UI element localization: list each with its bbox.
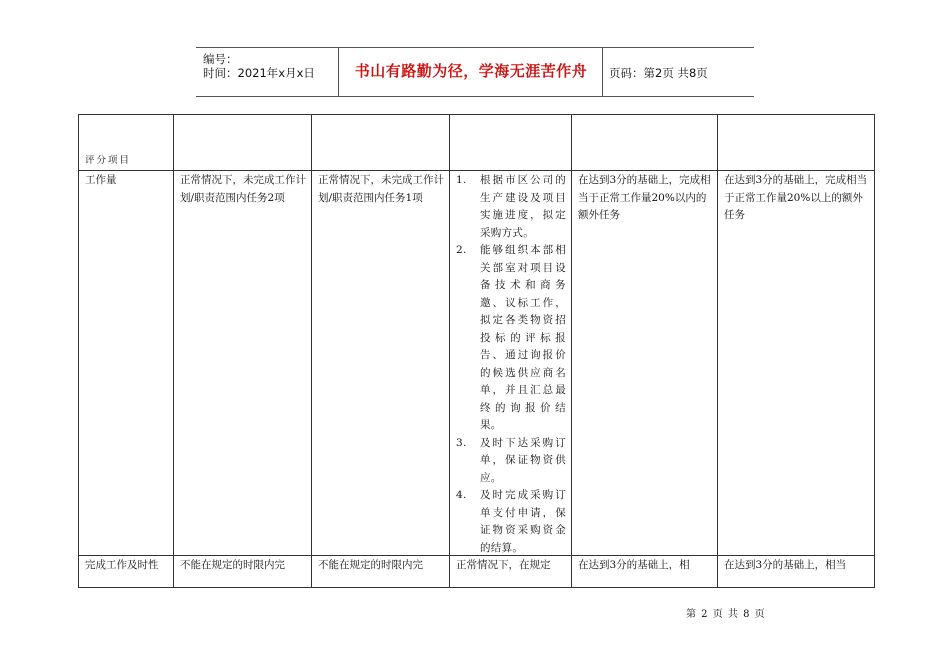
timeliness-score-4: 在达到3分的基础上，相 <box>578 559 690 571</box>
row-label-timeliness: 完成工作及时性 <box>85 559 159 571</box>
workload-score-2: 正常情况下，未完成工作计划/职责范围内任务1项 <box>318 174 444 204</box>
timeliness-score-5: 在达到3分的基础上，相当 <box>724 559 847 571</box>
header-divider-2 <box>602 47 603 96</box>
timeliness-score-2: 不能在规定的时限内完 <box>318 559 423 571</box>
timeliness-score-3: 正常情况下，在规定 <box>456 559 551 571</box>
evaluation-table <box>78 114 875 588</box>
workload-score-3-list <box>456 172 566 557</box>
col-divider <box>311 115 312 587</box>
header-divider-1 <box>338 47 339 96</box>
list-item-text: 根据市区公司的生产建设及项目实施进度，拟定采购方式。 <box>480 174 566 239</box>
col-divider <box>571 115 572 587</box>
header-top-rule <box>196 47 754 48</box>
list-item-text: 及时完成采购订单支付申请，保证物资采购资金的结算。 <box>480 489 566 554</box>
page-footer: 第 2 页 共 8 页 <box>686 609 766 620</box>
col-divider <box>717 115 718 587</box>
list-item <box>456 487 566 557</box>
list-item-number: 4. <box>456 489 467 501</box>
header-meta <box>203 52 315 80</box>
doc-number-label: 编号： <box>203 52 238 66</box>
row-label-workload: 工作量 <box>85 174 117 186</box>
list-item <box>456 172 566 242</box>
workload-score-1: 正常情况下，未完成工作计划/职责范围内任务2项 <box>180 174 306 204</box>
list-item-number: 1. <box>456 174 467 186</box>
header-cell-label: 评分项目 <box>85 155 132 166</box>
header-motto: 书山有路勤为径，学海无涯苦作舟 <box>354 62 588 80</box>
col-divider <box>173 115 174 587</box>
header-bottom-rule <box>196 96 754 97</box>
list-item-number: 3. <box>456 436 467 449</box>
doc-time-label: 时间：2021年x月x日 <box>203 66 315 80</box>
header-page-label: 页码：第2页 共8页 <box>609 66 708 80</box>
workload-score-4: 在达到3分的基础上，完成相当于正常工作量20%以内的额外任务 <box>578 174 711 221</box>
workload-score-5: 在达到3分的基础上，完成相当于正常工作量20%以上的额外任务 <box>724 174 868 221</box>
list-item <box>456 435 566 488</box>
col-divider <box>449 115 450 587</box>
list-item-text: 能够组织本部相关部室对项目设备技术和商务邀、议标工作，拟定各类物资招投标的评标报告、通过询报价的候选供应商名单，并且汇总最终的询报价结果。 <box>480 244 566 431</box>
row-divider <box>79 170 874 171</box>
list-item-text: 及时下达采购订单，保证物资供应。 <box>480 436 566 484</box>
timeliness-score-1: 不能在规定的时限内完 <box>180 559 285 571</box>
list-item <box>456 242 566 435</box>
list-item-number: 2. <box>456 244 467 256</box>
